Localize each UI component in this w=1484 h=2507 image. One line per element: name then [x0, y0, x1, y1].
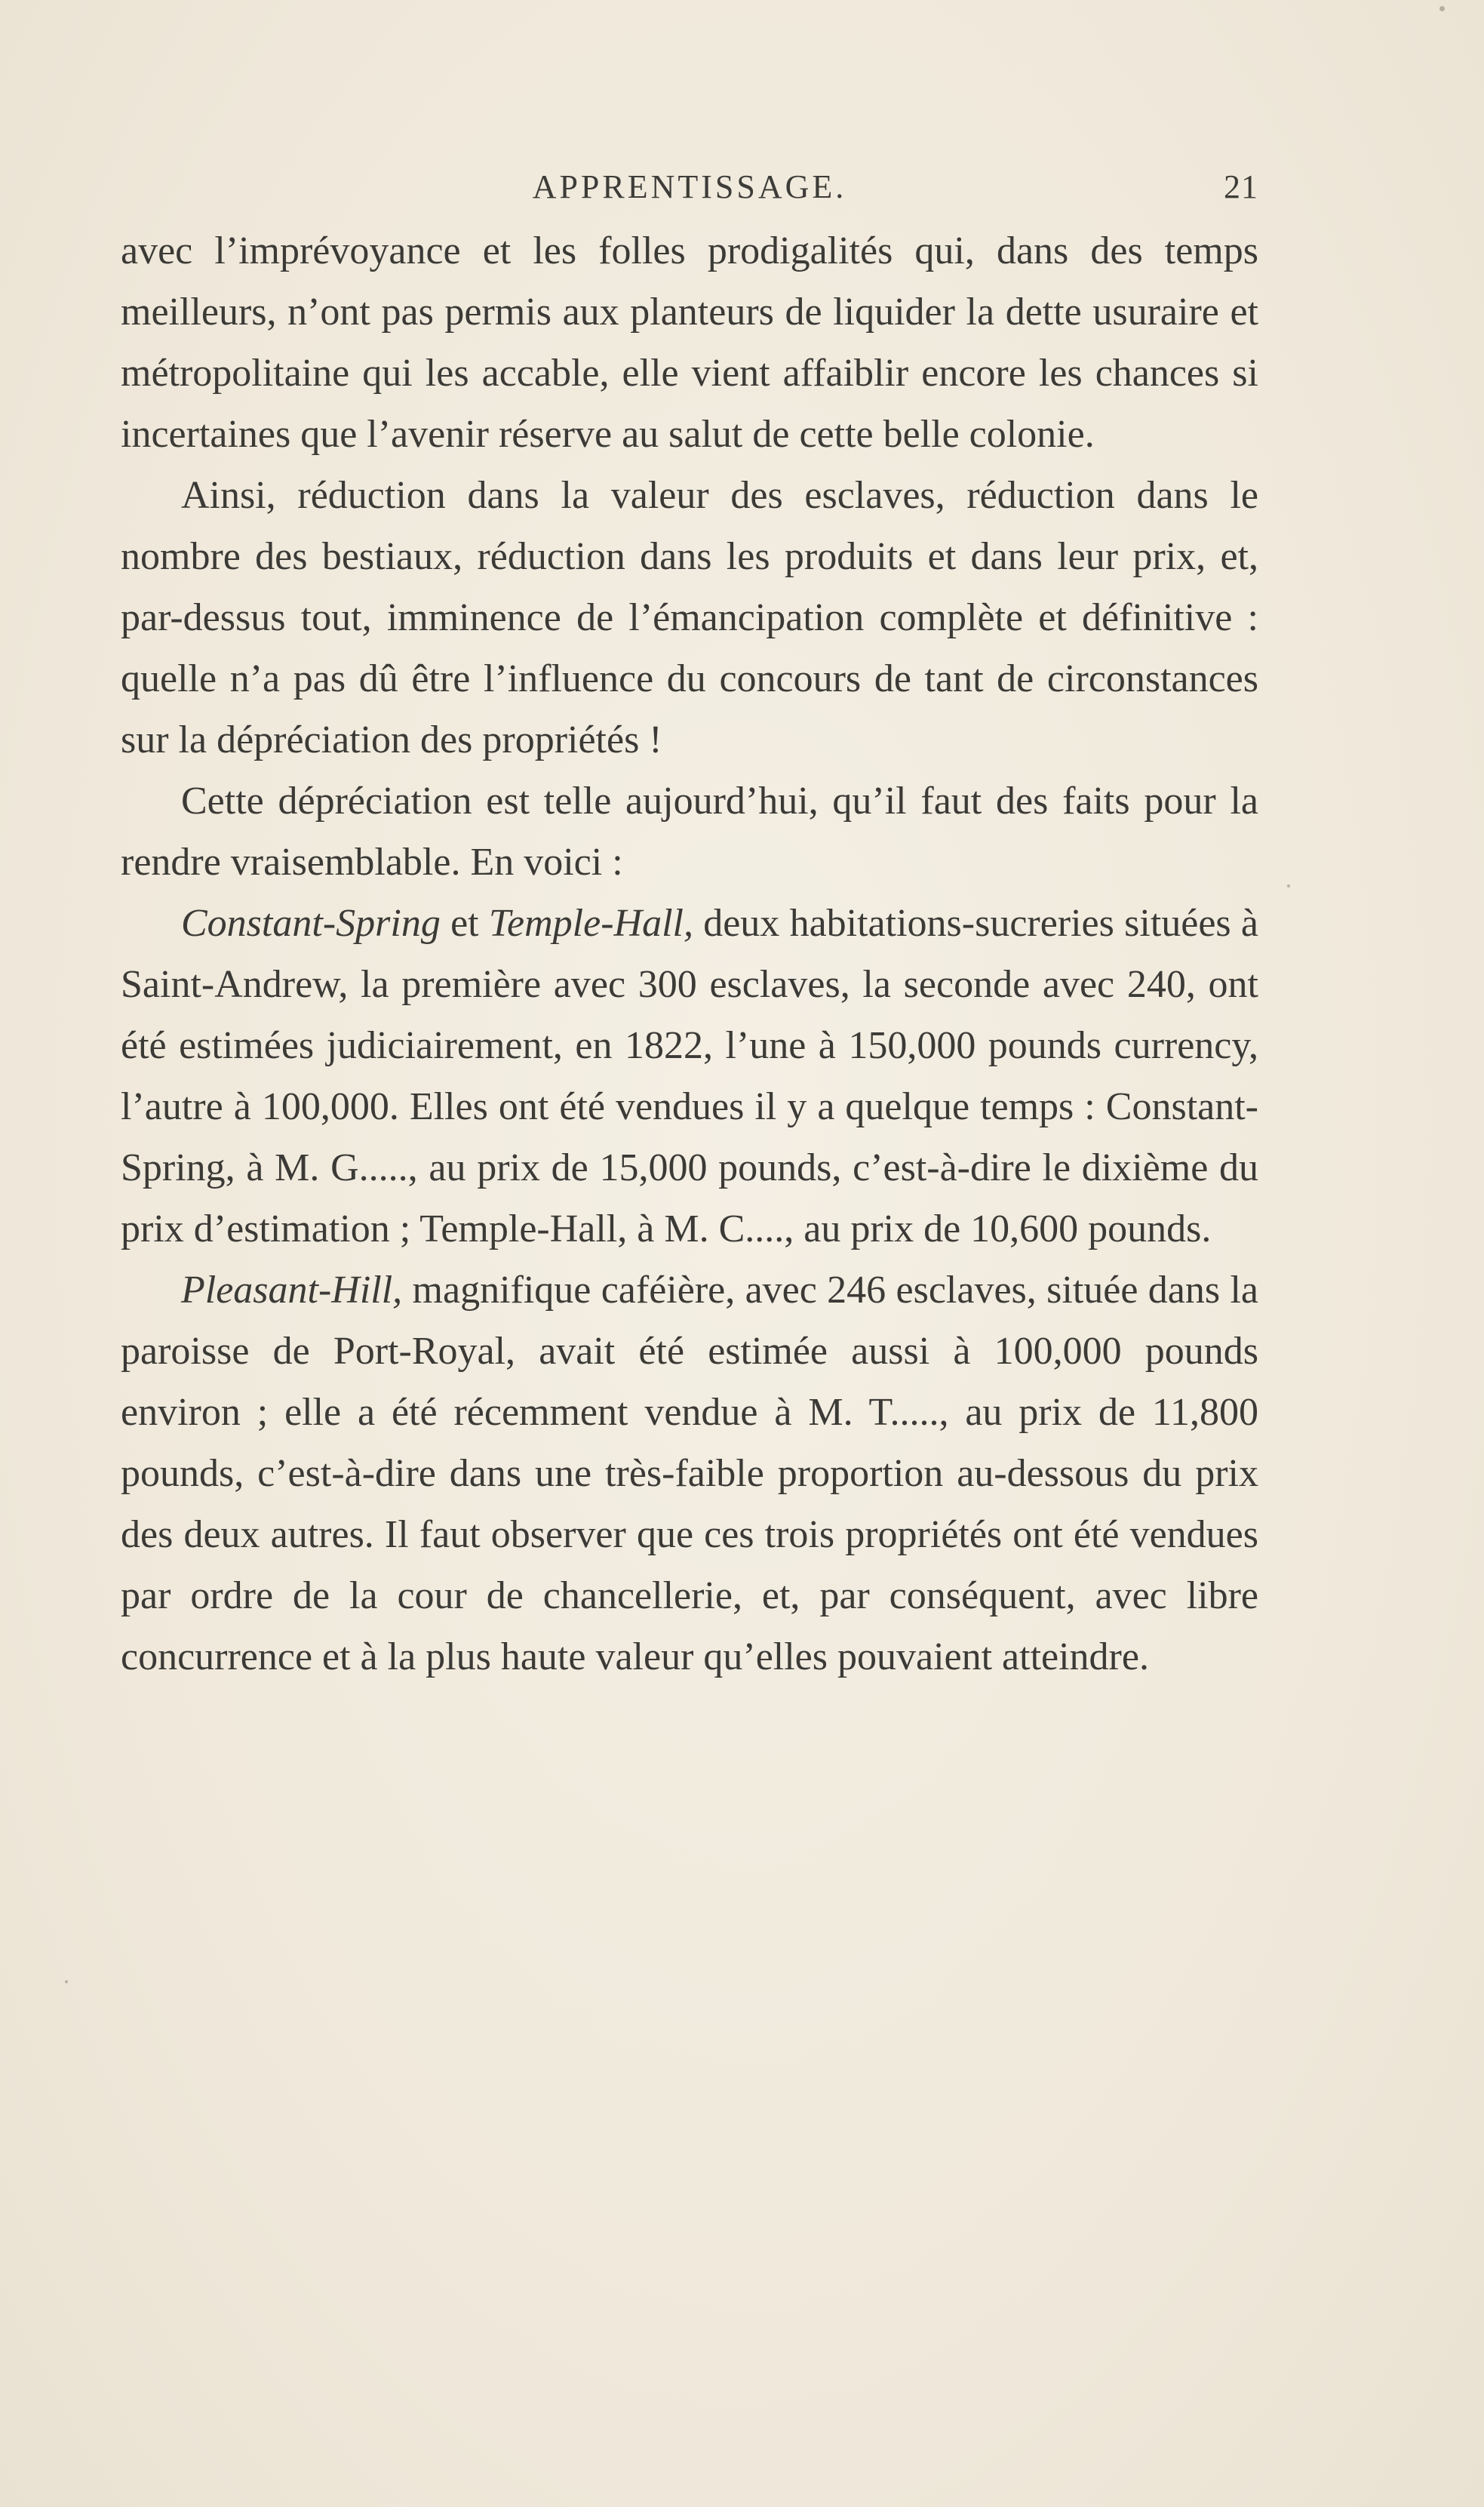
running-head	[121, 168, 1258, 213]
page-number: 21	[1224, 168, 1258, 205]
paragraph-pleasant-hill	[121, 1260, 1258, 1687]
paper-speck	[1439, 6, 1445, 11]
chapter-title: APPRENTISSAGE.	[532, 168, 847, 205]
conjunction: et	[440, 902, 489, 945]
estate-name: Temple-Hall,	[488, 902, 693, 945]
body-text	[121, 220, 1258, 1687]
paragraph-continued: avec l’imprévoyance et les folles prodigalités qui, dans des temps meilleurs, n’ont pas permis aux planteurs de liquider la dette usuraire et métropolitaine qui les accable, elle vient affaiblir encore les chances si incertaines que l’avenir réserve au salut de cette belle colonie.	[121, 229, 1258, 456]
paragraph-estates-sale	[121, 893, 1258, 1260]
paper-speck	[65, 1980, 68, 1983]
paragraph-text: deux habitations-sucreries situées à Saint-Andrew, la première avec 300 esclaves, la seconde avec 240, ont été estimées judiciairement, en 1822, l’une à 150,000 pounds currency, l’autre à 100,000. Elles ont été vendues il y a quelque temps : Constant-Spring, à M. G....., au prix de 15,000 pounds, c’est-à-dire le dixième du prix d’estimation ; Temple-Hall, à M. C...., au prix de 10,600 pounds.	[121, 902, 1259, 1250]
estate-name: Pleasant-Hill,	[181, 1269, 403, 1312]
paper-speck	[1287, 884, 1290, 887]
paragraph-text: magnifique caféière, avec 246 esclaves, située dans la paroisse de Port-Royal, avait été estimée aussi à 100,000 pounds environ ; elle a été récemment vendue à M. T....., au prix de 11,800 pounds, c’est-à-dire dans une très-faible proportion au-dessous du prix des deux autres. Il faut observer que ces trois propriétés ont été vendues par ordre de la cour de chancellerie, et, par conséquent, avec libre concurrence et à la plus haute valeur qu’elles pouvaient atteindre.	[121, 1269, 1258, 1678]
paragraph: Cette dépréciation est telle aujourd’hui, qu’il faut des faits pour la rendre vraisemblable. En voici :	[121, 780, 1258, 884]
paragraph: Ainsi, réduction dans la valeur des esclaves, réduction dans le nombre des bestiaux, réduction dans les produits et dans leur prix, et, par-dessus tout, imminence de l’émancipation complète et définitive : quelle n’a pas dû être l’influence du concours de tant de circonstances sur la dépréciation des propriétés !	[121, 474, 1258, 761]
estate-name: Constant-Spring	[181, 902, 441, 945]
